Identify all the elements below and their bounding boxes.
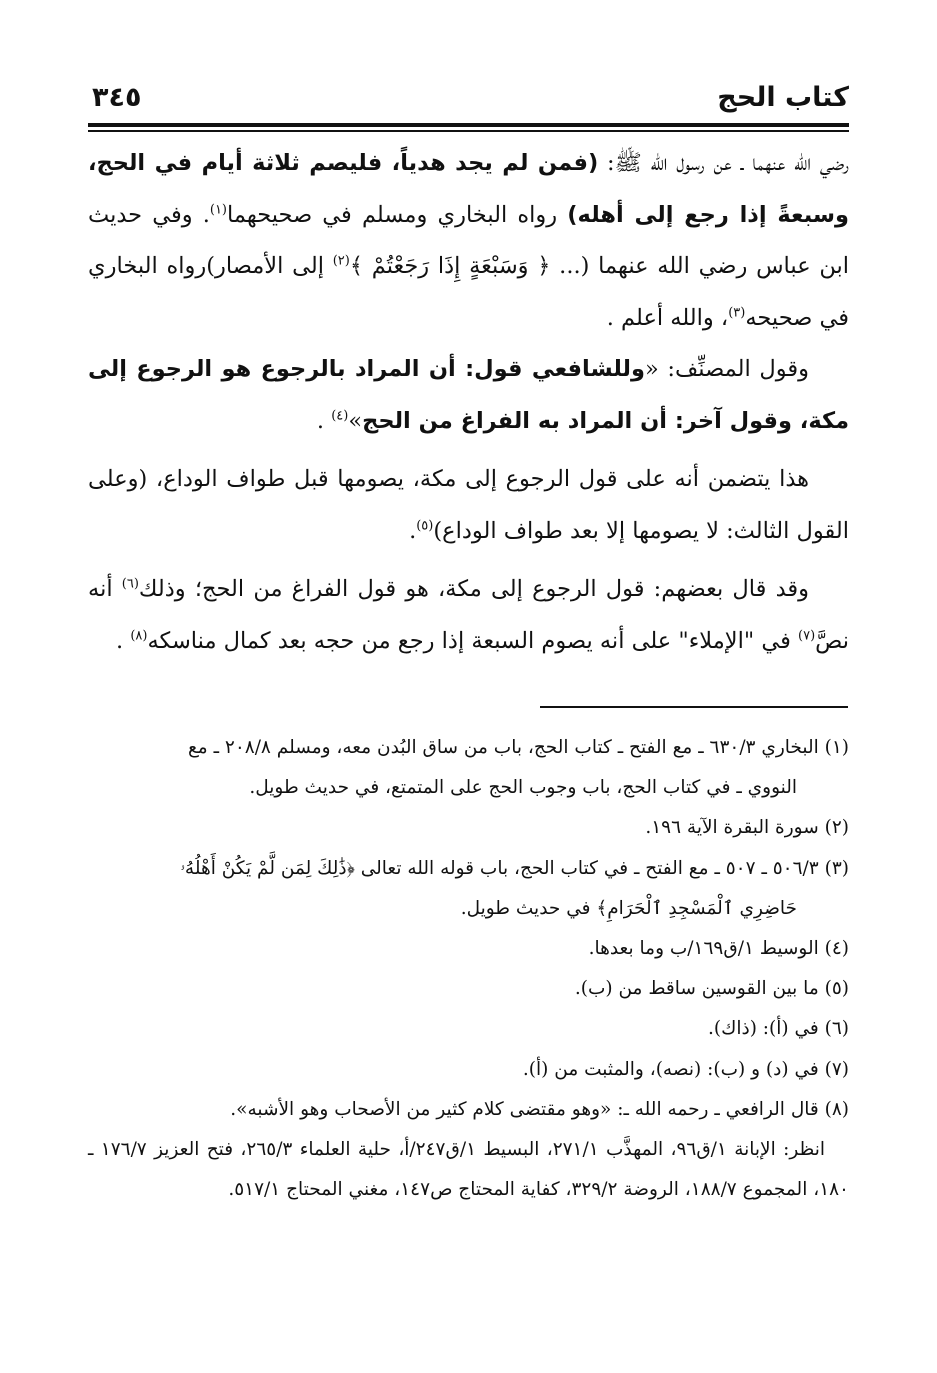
footnote-2: (٢) سورة البقرة الآية ١٩٦. <box>645 817 849 839</box>
footnote-3: (٣) ٥٠٦/٣ ـ ٥٠٧ ـ مع الفتح ـ في كتاب الحج، باب قوله الله تعالى ﴿ذَٰلِكَ لِمَن لَّمْ يَكُنْ أَهْلُهُۥ <box>180 857 849 879</box>
footnote-ref: (٢) <box>332 253 350 269</box>
paragraph-4 <box>88 564 849 667</box>
footnote-ref: (١) <box>209 202 227 217</box>
hadith-quote: (فمن لم يجد هدياً، فليصم ثلاثة أيام في الحج، وسبعةً إذا رجع إلى أهله) <box>88 150 849 228</box>
footnote-ref: (٤) <box>331 408 349 423</box>
footnote-6: (٦) في (أ): (ذاك). <box>707 1018 849 1040</box>
footnote-4: (٤) الوسيط ١/ق١٦٩/ب وما بعدها. <box>588 938 849 960</box>
text-run: » <box>348 407 363 434</box>
main-text <box>88 138 849 667</box>
header-rule-thin <box>88 130 849 132</box>
footnote-1: (١) البخاري ٦٣٠/٣ ـ مع الفتح ـ كتاب الحج، باب من ساق البُدن معه، ومسلم ٢٠٨/٨ ـ مع <box>187 737 849 758</box>
running-title: كتاب الحج <box>717 82 849 113</box>
paragraph-3 <box>88 454 849 557</box>
text-run: إلى الأمصار)رواه البخاري في صحيحه <box>88 253 849 331</box>
footnotes <box>88 728 849 1210</box>
text-run: في "الإملاء" على أنه يصوم السبعة إذا رجع من حجه بعد كمال مناسكه <box>147 627 799 654</box>
text-run: . وفي حديث ابن عباس رضي الله عنهما (... ﴿ وَسَبْعَةٍ إِذَا رَجَعْتُمْ ﴾ <box>88 201 849 279</box>
footnote-8-references: انظر: الإبانة ١/ق٩٦، المهذَّب ٢٧١/١، البسيط ١/ق٢٤٧/أ، حلية العلماء ٢٦٥/٣، فتح العزيز ١٧٦/٧ ـ ١٨٠، المجموع ١٨٨/٧، الروضة ٣٢٩/٢، كفاية المحتاج ص١٤٧، مغني المحتاج ٥١٧/١. <box>88 1139 849 1201</box>
text-run: ، والله أعلم . <box>606 304 729 331</box>
text-run: وقد قال بعضهم: قول الرجوع إلى مكة، هو قول الفراغ من الحج؛ وذلك <box>138 576 810 602</box>
footnote-ref: (٥) <box>416 518 434 533</box>
footnote-1-continued: النووي ـ في كتاب الحج، باب وجوب الحج على المتمتع، في حديث طويل. <box>249 777 797 799</box>
text-run: . <box>316 407 332 434</box>
text-run: هذا يتضمن أنه على قول الرجوع إلى مكة، يصومها قبل طواف الوداع، (وعلى القول الثالث: لا يصومها إلا بعد طواف الوداع) <box>88 466 849 544</box>
text-run: . <box>116 627 131 654</box>
page-number: ٣٤٥ <box>92 82 142 113</box>
footnote-7: (٧) في (د) و (ب): (نصه)، والمثبت من (أ). <box>522 1058 849 1080</box>
text-run: . <box>409 517 417 544</box>
footnote-8: (٨) قال الرافعي ـ رحمه الله ـ: «وهو مقتضى كلام كثير من الأصحاب وهو الأشبه». <box>230 1098 849 1120</box>
paragraph-2 <box>88 344 849 447</box>
footnote-ref: (٦) <box>121 576 139 592</box>
footnote-separator <box>540 706 848 708</box>
text-run: رواه البخاري ومسلم في صحيحهما <box>227 201 568 228</box>
text-run: أنه نصَّ <box>88 576 849 654</box>
footnote-3-continued: حَاضِرِي ٱلْمَسْجِدِ ٱلْحَرَامِ﴾ في حديث طويل. <box>460 897 797 919</box>
page-header <box>92 82 849 122</box>
footnote-ref: (٧) <box>798 628 816 643</box>
footnote-ref: (٣) <box>728 305 746 320</box>
author-quote: وللشافعي قول: أن المراد بالرجوع هو الرجوع إلى مكة، وقول آخر: أن المراد به الفراغ من الحج <box>88 356 849 434</box>
text-run: رضي الله عنهما ـ عن رسول الله ﷺ: <box>598 150 849 176</box>
header-rule-thick <box>88 123 849 127</box>
footnote-ref: (٨) <box>130 628 148 643</box>
text-run: وقول المصنِّف: « <box>644 356 809 382</box>
paragraph-1 <box>88 138 849 344</box>
footnote-5: (٥) ما بين القوسين ساقط من (ب). <box>574 978 849 1000</box>
